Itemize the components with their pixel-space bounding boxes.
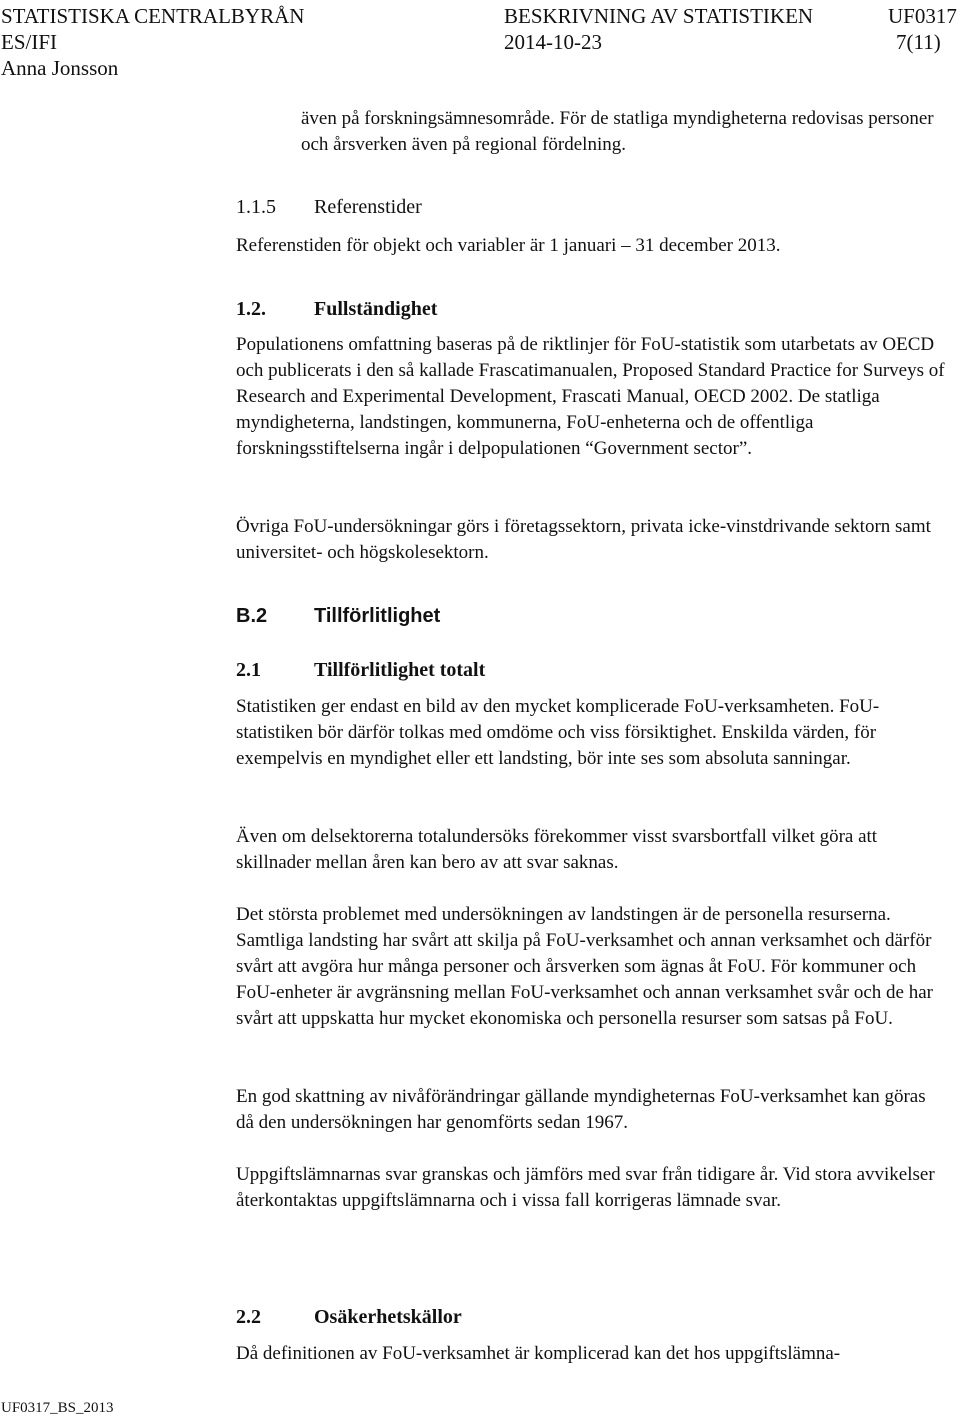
section-1-2-paragraph-2: Övriga FoU-undersökningar görs i företagssektorn, privata icke-vinstdrivande sektorn samt universitet- och högskolesektorn. [236,516,931,563]
section-title: Referenstider [314,196,422,218]
section-1-2-paragraph-1: Populationens omfattning baseras på de riktlinjer för FoU-statistik som utarbetats av OECD och publicerats i den så kallade Frascatimanualen, Proposed Standard Practice for Surveys of Research and Experimental Development, Frascati Manual, OECD 2002. De statliga myndigheterna, landstingen, kommunerna, FoU-enheterna och de offentliga forskningsstiftelserna ingår i delpopulationen “Government sector”. [236,334,945,459]
section-2-1-paragraph-2: Även om delsektorerna totalundersöks förekommer visst svarsbortfall vilket göra att skillnader mellan åren kan bero av att svar saknas. [236,826,878,873]
header-dept: ES/IFI [1,30,58,54]
section-number: 1.2. [236,298,266,320]
section-2-2-paragraph-1: Då definitionen av FoU-verksamhet är komplicerad kan det hos uppgiftslämna- [236,1343,841,1364]
section-title: Fullständighet [314,298,438,320]
section-2-1-paragraph-3: Det största problemet med undersökningen av landstingen är de personella resurserna. Samtliga landsting har svårt att skilja på FoU-verksamhet och annan verksamhet och därför svårt att avgöra hur många personer och årsverken som ägnas åt FoU. För kommuner och FoU-enheter är avgränsning mellan FoU-verksamhet och annan verksamhet svår och de har svårt att uppskatta hur mycket ekonomiska och personella resurser som satsas på FoU. [236,904,933,1029]
intro-paragraph: även på forskningsämnesområde. För de statliga myndigheterna redovisas personer och årsverken även på regional fördelning. [301,108,934,155]
header-page: 7(11) [896,30,941,54]
section-number: 1.1.5 [236,196,276,218]
header-org: STATISTISKA CENTRALBYRÅN [1,4,305,28]
footer-code: UF0317_BS_2013 [1,1400,114,1416]
header-doc-code: UF0317 [888,4,957,28]
section-2-1-paragraph-5: Uppgiftslämnarnas svar granskas och jämförs med svar från tidigare år. Vid stora avvikelser återkontaktas uppgiftslämnarna och i vissa fall korrigeras lämnade svar. [236,1164,935,1211]
section-title: Osäkerhetskällor [314,1306,462,1328]
section-number: B.2 [236,605,268,627]
section-title: Tillförlitlighet totalt [314,659,486,681]
section-1-1-5-text: Referenstiden för objekt och variabler är 1 januari – 31 december 2013. [236,235,781,256]
header-doc-type: BESKRIVNING AV STATISTIKEN [504,4,814,28]
section-number: 2.1 [236,659,261,681]
section-2-1-paragraph-4: En god skattning av nivåförändringar gällande myndigheternas FoU-verksamhet kan göras då den undersökningen har genomförts sedan 1967. [236,1086,926,1133]
header-date: 2014-10-23 [504,30,602,54]
section-2-1-paragraph-1: Statistiken ger endast en bild av den mycket komplicerade FoU-verksamheten. FoU-statistiken bör därför tolkas med omdöme och viss försiktighet. Enskilda värden, för exempelvis en myndighet eller ett landsting, bör inte ses som absoluta sanningar. [236,696,880,769]
header-author: Anna Jonsson [1,56,119,80]
section-title: Tillförlitlighet [314,605,441,627]
section-number: 2.2 [236,1306,261,1328]
